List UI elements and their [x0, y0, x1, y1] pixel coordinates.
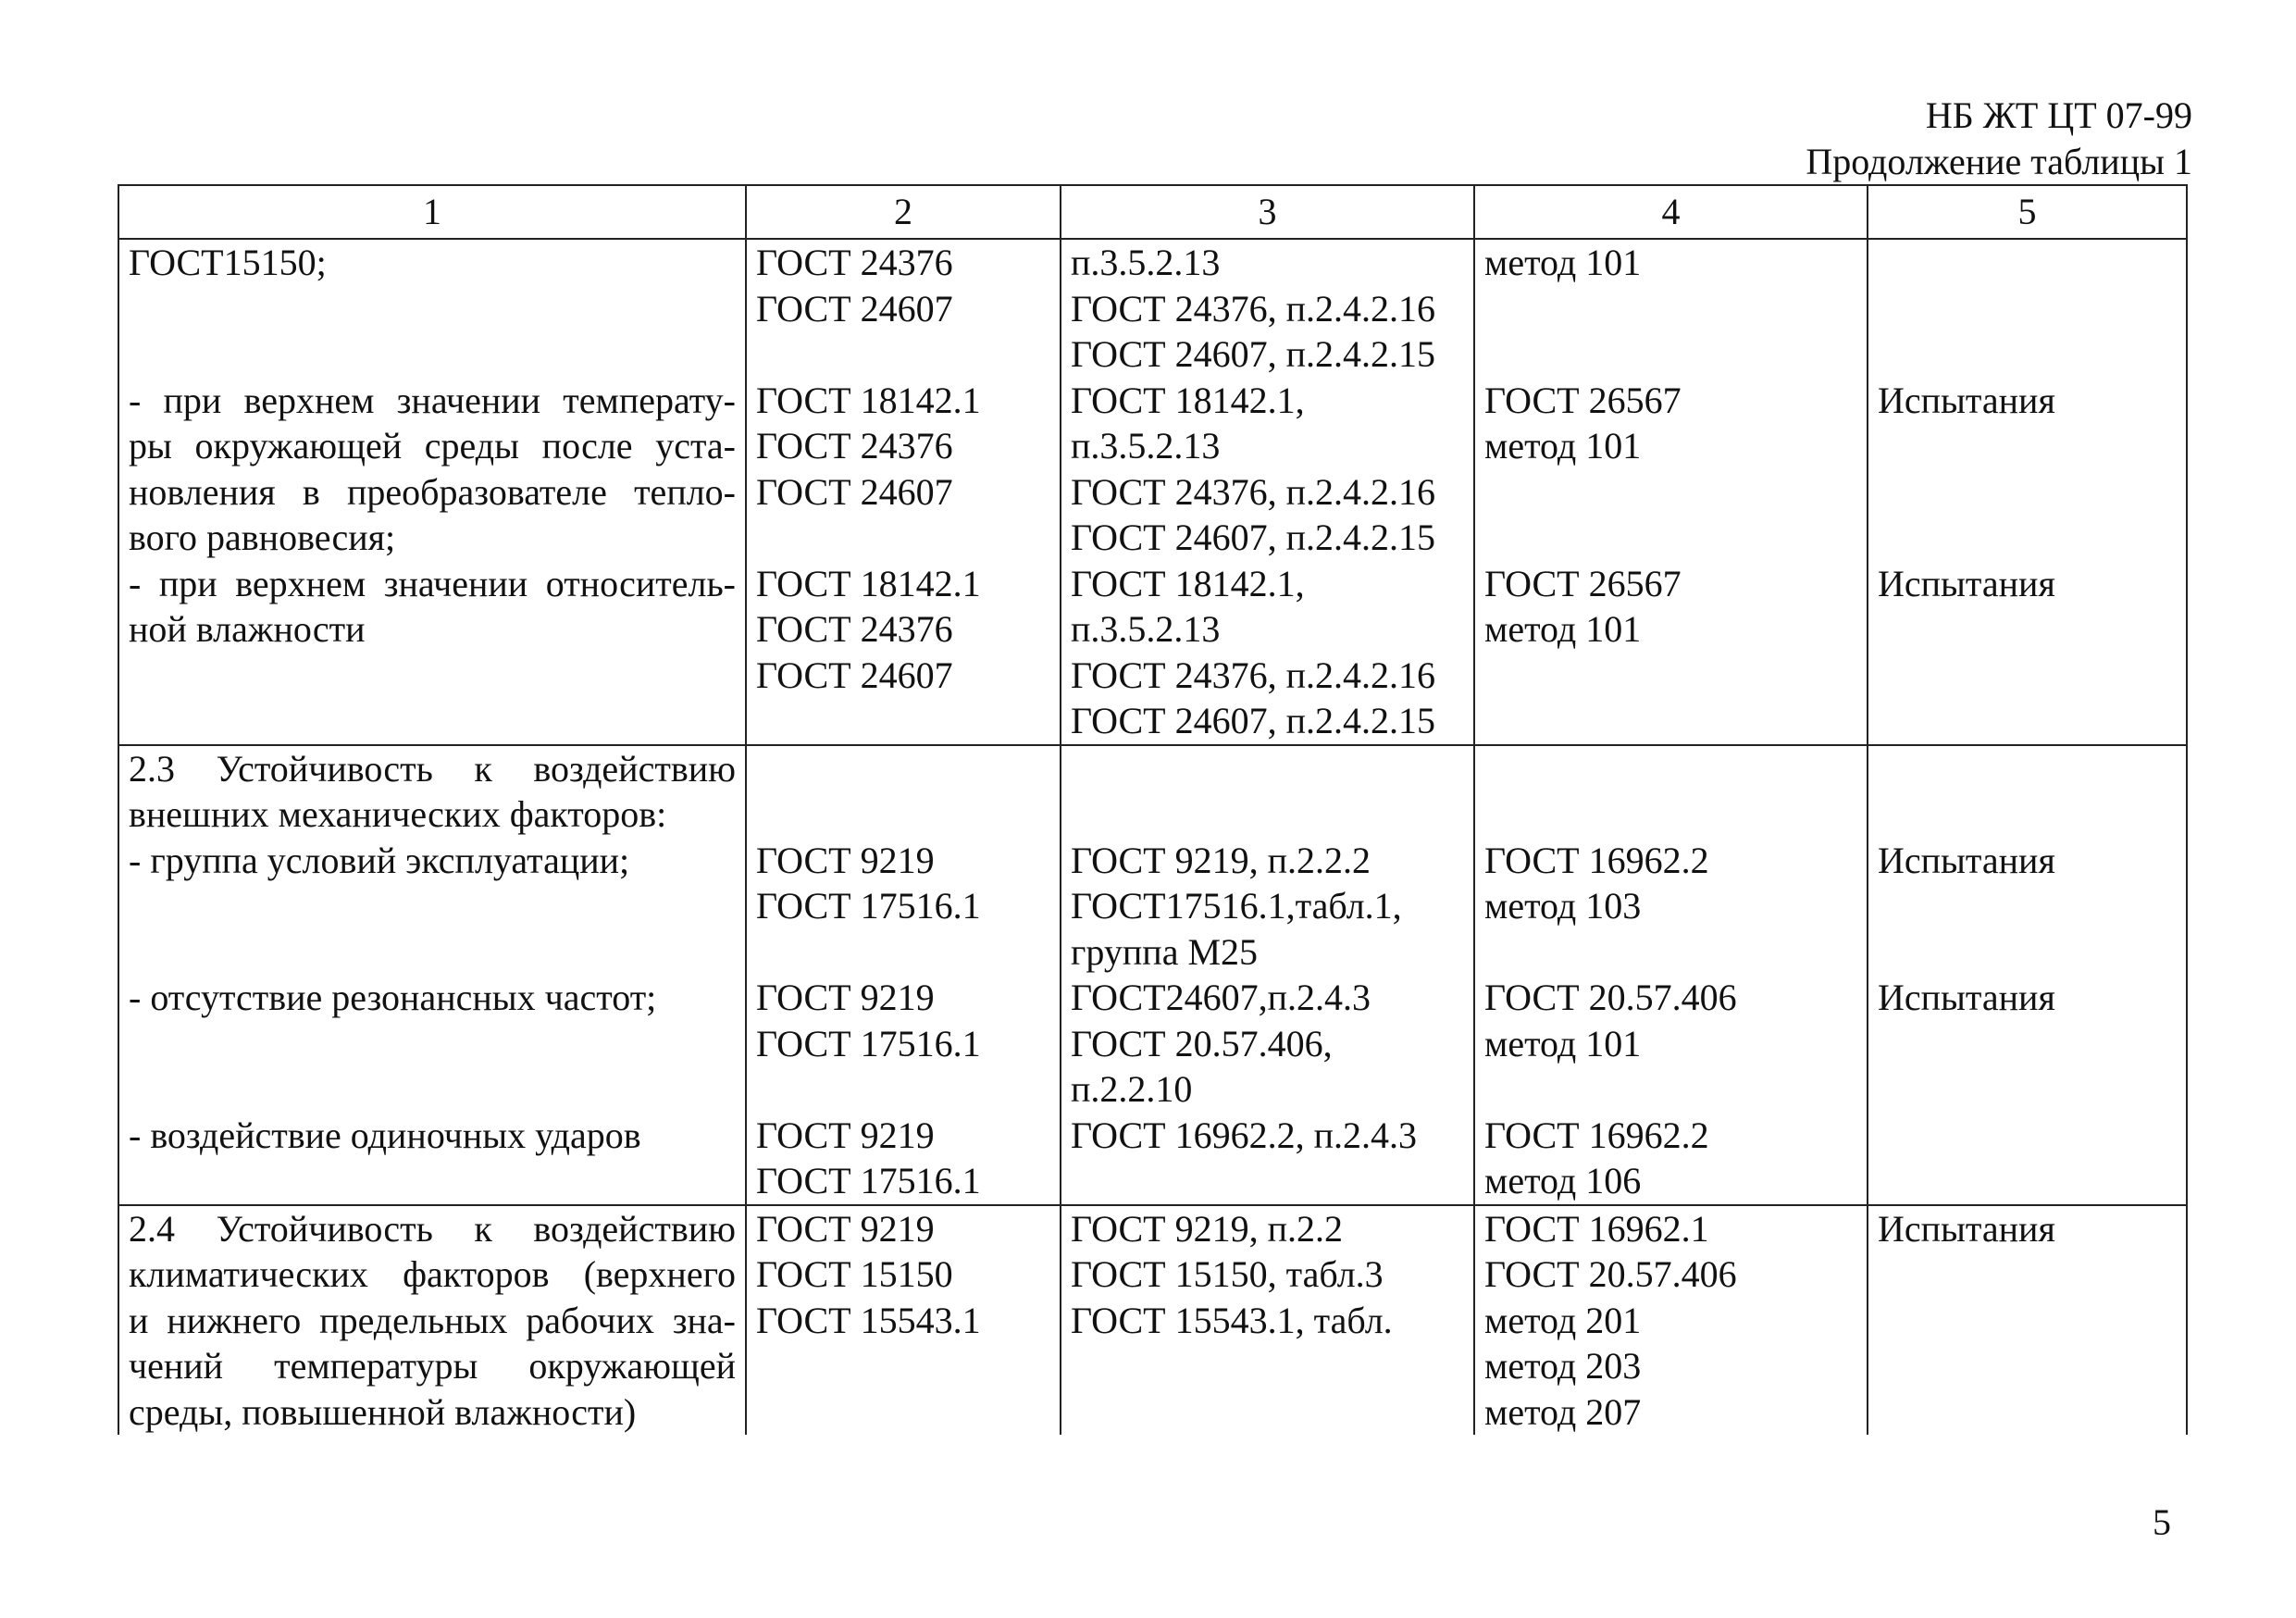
cell-text-line: ГОСТ 18142.1 — [756, 379, 981, 421]
table-cell-col-1 — [118, 975, 746, 1113]
cell-text-line: ной влажности — [129, 608, 366, 650]
cell-text-line: ГОСТ 24607, п.2.4.2.15 — [1071, 333, 1436, 375]
table-cell-col-1 — [118, 561, 746, 745]
table-cell-col-1 — [118, 838, 746, 976]
cell-text-line: Испытания — [1878, 839, 2055, 881]
cell-text-line: - воздействие одиночных ударов — [129, 1114, 641, 1156]
table-cell-col-5 — [1868, 745, 2187, 838]
cell-text-line: ГОСТ 15150, табл.3 — [1071, 1253, 1384, 1295]
table-cell-col-5 — [1868, 1113, 2187, 1205]
cell-text-line: ГОСТ 9219 — [756, 1114, 935, 1156]
cell-text-line: климатических факторов (верхнего — [129, 1253, 736, 1295]
cell-text-line: 2.4 Устойчивость к воздействию — [129, 1207, 736, 1250]
cell-text-line: метод 103 — [1484, 885, 1642, 927]
cell-text-line: Испытания — [1878, 562, 2055, 604]
table-cell-col-4 — [1474, 1113, 1868, 1205]
column-header-5: 5 — [1868, 185, 2187, 239]
table-body — [118, 239, 2187, 1435]
cell-text-line: ГОСТ 24376 — [756, 425, 953, 467]
column-header-2: 2 — [746, 185, 1061, 239]
table-row — [118, 1205, 2187, 1436]
table-continuation-label: Продолжение таблицы 1 — [1806, 141, 2192, 182]
cell-text-line: группа М25 — [1071, 930, 1259, 973]
table-cell-col-2 — [746, 239, 1061, 378]
cell-text-line: метод 101 — [1484, 242, 1642, 283]
table-cell-col-3 — [1061, 378, 1474, 561]
column-header-3: 3 — [1061, 185, 1474, 239]
cell-text-line: ГОСТ 9219 — [756, 977, 935, 1018]
table-cell-col-2 — [746, 1113, 1061, 1205]
table-cell-col-3 — [1061, 1113, 1474, 1205]
cell-text-line: - при верхнем значении относитель- — [129, 562, 736, 604]
cell-text-line: метод 106 — [1484, 1160, 1642, 1201]
cell-text-line: метод 207 — [1484, 1390, 1642, 1433]
requirements-table — [118, 184, 2188, 1435]
table-cell-col-4 — [1474, 239, 1868, 378]
cell-text-line: ГОСТ 17516.1 — [756, 885, 981, 927]
cell-text-line: Испытания — [1878, 1207, 2055, 1250]
table-row — [118, 975, 2187, 1113]
table-cell-col-2 — [746, 975, 1061, 1113]
cell-text-line: ГОСТ 24376 — [756, 608, 953, 650]
cell-text-line: ГОСТ24607,п.2.4.3 — [1071, 977, 1371, 1018]
cell-text-line: Испытания — [1878, 977, 2055, 1018]
cell-text-line: ГОСТ 26567 — [1484, 379, 1682, 421]
cell-text-line: ГОСТ 17516.1 — [756, 1160, 981, 1201]
cell-text-line: вого равновесия; — [129, 517, 396, 558]
table-cell-col-2 — [746, 838, 1061, 976]
table-row — [118, 239, 2187, 378]
table-cell-col-4 — [1474, 561, 1868, 745]
cell-text-line: ГОСТ 9219, п.2.2 — [1071, 1207, 1344, 1250]
cell-text-line: ГОСТ 24376 — [756, 242, 953, 283]
cell-text-line: ГОСТ 9219 — [756, 839, 935, 881]
cell-text-line: ГОСТ 17516.1 — [756, 1022, 981, 1064]
cell-text-line: - при верхнем значении температу- — [129, 379, 736, 421]
cell-text-line: ГОСТ 24607 — [756, 287, 953, 330]
cell-text-line: ГОСТ 18142.1, — [1071, 379, 1305, 421]
table-cell-col-2 — [746, 1205, 1061, 1436]
cell-text-line: внешних механических факторов: — [129, 793, 667, 835]
table-cell-col-4 — [1474, 1205, 1868, 1436]
cell-text-line: ГОСТ 15543.1 — [756, 1299, 981, 1341]
table-header-row — [118, 185, 2187, 239]
table-cell-col-4 — [1474, 838, 1868, 976]
cell-text-line: п.2.2.10 — [1071, 1068, 1193, 1110]
column-header-4: 4 — [1474, 185, 1868, 239]
cell-text-line: метод 101 — [1484, 425, 1642, 467]
cell-text-line: ГОСТ15150; — [129, 242, 327, 283]
table-row — [118, 1113, 2187, 1205]
cell-text-line: - отсутствие резонансных частот; — [129, 977, 657, 1018]
cell-text-line: ГОСТ 15543.1, табл. — [1071, 1299, 1393, 1341]
table-cell-col-1 — [118, 1205, 746, 1436]
table-cell-col-1 — [118, 239, 746, 378]
table-cell-col-5 — [1868, 1205, 2187, 1436]
table-cell-col-5 — [1868, 975, 2187, 1113]
cell-text-line: ГОСТ 24376, п.2.4.2.16 — [1071, 653, 1436, 696]
cell-text-line: метод 101 — [1484, 608, 1642, 650]
cell-text-line: ГОСТ 18142.1 — [756, 562, 981, 604]
table-cell-col-1 — [118, 378, 746, 561]
table-cell-col-1 — [118, 1113, 746, 1205]
table-cell-col-4 — [1474, 378, 1868, 561]
cell-text-line: ГОСТ 18142.1, — [1071, 562, 1305, 604]
cell-text-line: среды, повышенной влажности) — [129, 1390, 637, 1433]
cell-text-line: ГОСТ 9219 — [756, 1207, 935, 1250]
cell-text-line: п.3.5.2.13 — [1071, 242, 1221, 283]
table-cell-col-1 — [118, 745, 746, 838]
table-cell-col-3 — [1061, 838, 1474, 976]
column-header-1: 1 — [118, 185, 746, 239]
table-cell-col-4 — [1474, 745, 1868, 838]
cell-text-line: п.3.5.2.13 — [1071, 425, 1221, 467]
table-cell-col-5 — [1868, 838, 2187, 976]
cell-text-line: чений температуры окружающей — [129, 1345, 736, 1387]
cell-text-line: метод 201 — [1484, 1299, 1642, 1341]
table-cell-col-5 — [1868, 239, 2187, 378]
cell-text-line: ГОСТ 9219, п.2.2.2 — [1071, 839, 1371, 881]
cell-text-line: ГОСТ 24607 — [756, 653, 953, 696]
table-cell-col-2 — [746, 745, 1061, 838]
cell-text-line: ГОСТ17516.1,табл.1, — [1071, 885, 1402, 927]
table-row — [118, 561, 2187, 745]
table-cell-col-5 — [1868, 378, 2187, 561]
cell-text-line: и нижнего предельных рабочих зна- — [129, 1299, 736, 1341]
cell-text-line: ГОСТ 24607 — [756, 470, 953, 513]
cell-text-line: ГОСТ 16962.1 — [1484, 1207, 1709, 1250]
table-cell-col-4 — [1474, 975, 1868, 1113]
cell-text-line: - группа условий эксплуатации; — [129, 839, 630, 881]
table-cell-col-2 — [746, 378, 1061, 561]
cell-text-line: ГОСТ 16962.2 — [1484, 839, 1709, 881]
document-code: НБ ЖТ ЦТ 07-99 — [1925, 94, 2192, 136]
table-cell-col-3 — [1061, 561, 1474, 745]
table-cell-col-2 — [746, 561, 1061, 745]
table-row — [118, 838, 2187, 976]
table-cell-col-3 — [1061, 1205, 1474, 1436]
cell-text-line: ГОСТ 24376, п.2.4.2.16 — [1071, 287, 1436, 330]
cell-text-line: 2.3 Устойчивость к воздействию — [129, 747, 736, 790]
table-cell-col-3 — [1061, 975, 1474, 1113]
cell-text-line: метод 101 — [1484, 1022, 1642, 1064]
cell-text-line: метод 203 — [1484, 1345, 1642, 1387]
cell-text-line: ГОСТ 20.57.406 — [1484, 1253, 1737, 1295]
cell-text-line: ГОСТ 16962.2 — [1484, 1114, 1709, 1156]
cell-text-line: ГОСТ 20.57.406 — [1484, 977, 1737, 1018]
cell-text-line: ГОСТ 20.57.406, — [1071, 1022, 1333, 1064]
cell-text-line: ГОСТ 15150 — [756, 1253, 953, 1295]
cell-text-line: ГОСТ 24376, п.2.4.2.16 — [1071, 470, 1436, 513]
cell-text-line: Испытания — [1878, 379, 2055, 421]
cell-text-line: ГОСТ 24607, п.2.4.2.15 — [1071, 517, 1436, 558]
table-row — [118, 378, 2187, 561]
page-number: 5 — [2153, 1501, 2171, 1543]
table-cell-col-5 — [1868, 561, 2187, 745]
cell-text-line: ры окружающей среды после уста- — [129, 425, 736, 467]
cell-text-line: новления в преобразователе тепло- — [129, 470, 736, 513]
cell-text-line: п.3.5.2.13 — [1071, 608, 1221, 650]
table-cell-col-3 — [1061, 239, 1474, 378]
table-row — [118, 745, 2187, 838]
cell-text-line: ГОСТ 16962.2, п.2.4.3 — [1071, 1114, 1418, 1156]
cell-text-line: ГОСТ 26567 — [1484, 562, 1682, 604]
table-cell-col-3 — [1061, 745, 1474, 838]
cell-text-line: ГОСТ 24607, п.2.4.2.15 — [1071, 700, 1436, 741]
